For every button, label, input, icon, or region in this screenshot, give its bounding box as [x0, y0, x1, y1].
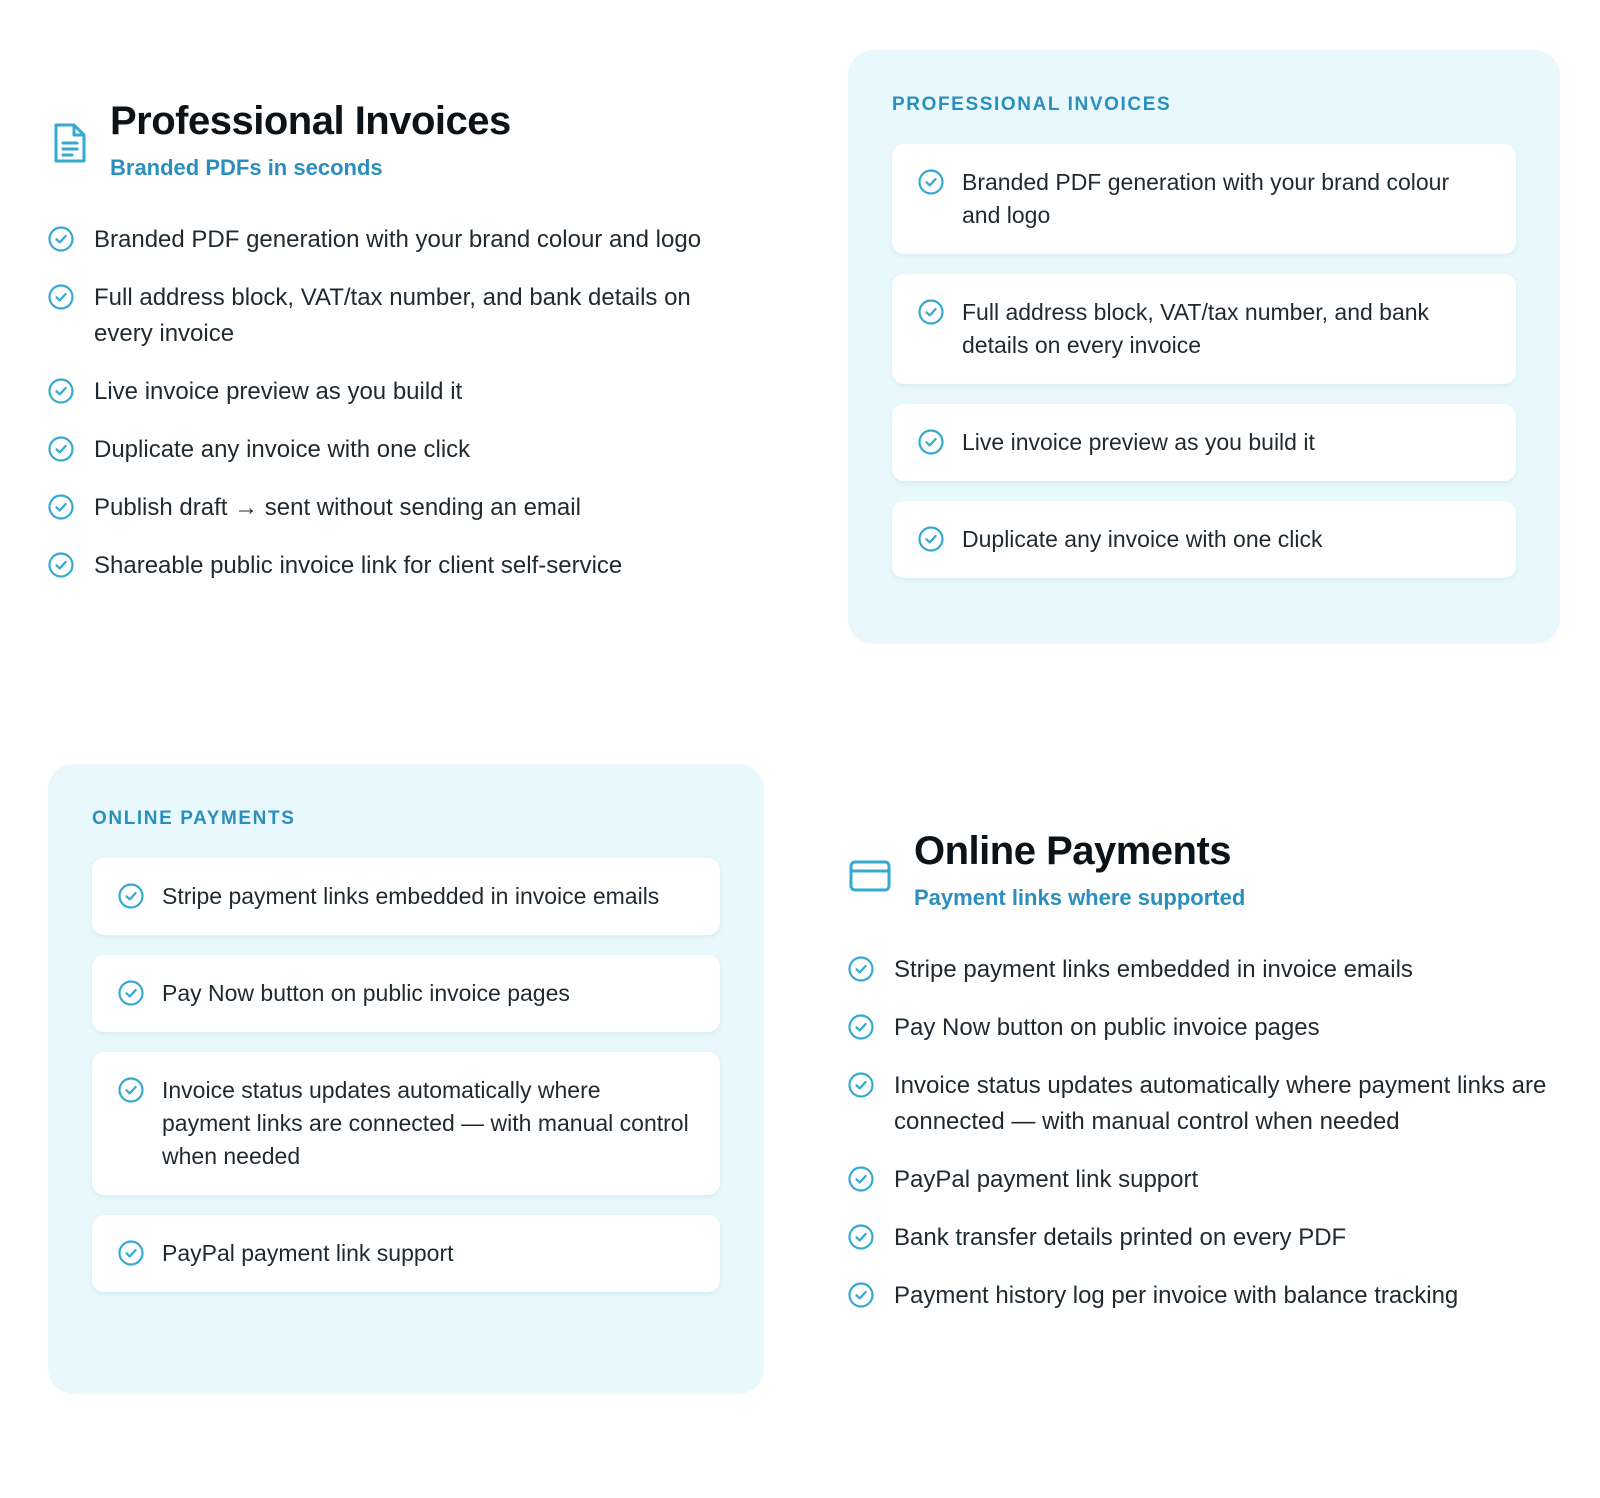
- invoices-feature-heading-group: [110, 98, 511, 182]
- list-item: [48, 280, 748, 352]
- feature-card: [92, 955, 720, 1032]
- invoices-feature-list: [48, 222, 748, 584]
- invoices-feature-subtitle: Branded PDFs in seconds: [110, 155, 383, 180]
- list-item-text: Payment history log per invoice with balance tracking: [894, 1282, 1459, 1309]
- check-circle-icon: [118, 980, 144, 1006]
- list-item-text: Duplicate any invoice with one click: [94, 436, 471, 463]
- list-item-text: Live invoice preview as you build it: [94, 378, 463, 405]
- check-circle-icon: [48, 436, 74, 462]
- check-circle-icon: [848, 1072, 874, 1098]
- list-item: [848, 1278, 1560, 1314]
- check-circle-icon: [848, 956, 874, 982]
- invoices-feature-title: Professional Invoices: [110, 99, 511, 143]
- check-circle-icon: [48, 284, 74, 310]
- payments-feature-title: Online Payments: [914, 829, 1232, 873]
- list-item-text: Full address block, VAT/tax number, and bank details on every invoice: [94, 284, 691, 347]
- check-circle-icon: [848, 1224, 874, 1250]
- list-item-text: Pay Now button on public invoice pages: [894, 1014, 1320, 1041]
- invoices-panel: [848, 50, 1560, 644]
- feature-card: [92, 858, 720, 935]
- check-circle-icon: [48, 552, 74, 578]
- feature-card: [92, 1215, 720, 1292]
- payments-feature-header: [848, 828, 1560, 912]
- feature-card: [892, 274, 1516, 384]
- list-item-text: Invoice status updates automatically where payment links are connected — with manual control when needed: [894, 1072, 1547, 1135]
- invoices-feature-header: [48, 98, 748, 182]
- list-item: [848, 952, 1560, 988]
- invoices-panel-label: PROFESSIONAL INVOICES: [892, 94, 1172, 115]
- payments-panel: [48, 764, 764, 1394]
- feature-card-text: PayPal payment link support: [162, 1240, 454, 1266]
- list-item-text: Bank transfer details printed on every PDF: [894, 1224, 1347, 1251]
- feature-card: [892, 501, 1516, 578]
- feature-card: [92, 1052, 720, 1195]
- list-item-text: PayPal payment link support: [894, 1166, 1199, 1193]
- feature-card-text: Full address block, VAT/tax number, and bank details on every invoice: [962, 299, 1430, 358]
- check-circle-icon: [918, 429, 944, 455]
- list-item-text: Branded PDF generation with your brand colour and logo: [94, 226, 702, 253]
- list-item: [48, 548, 748, 584]
- payments-feature-subtitle: Payment links where supported: [914, 885, 1246, 910]
- list-item: [48, 490, 748, 526]
- list-item: [848, 1220, 1560, 1256]
- check-circle-icon: [48, 378, 74, 404]
- check-circle-icon: [118, 1077, 144, 1103]
- check-circle-icon: [848, 1014, 874, 1040]
- check-circle-icon: [848, 1282, 874, 1308]
- list-item: [48, 222, 748, 258]
- feature-card-text: Invoice status updates automatically where payment links are connected — with manual control when needed: [162, 1077, 689, 1169]
- check-circle-icon: [918, 526, 944, 552]
- payments-feature-heading-group: [914, 828, 1245, 912]
- list-item: [48, 374, 748, 410]
- payments-feature: [848, 828, 1560, 1336]
- document-icon: [48, 118, 92, 168]
- check-circle-icon: [48, 226, 74, 252]
- list-item: [48, 432, 748, 468]
- list-item: [848, 1068, 1560, 1140]
- check-circle-icon: [118, 1240, 144, 1266]
- feature-card-text: Pay Now button on public invoice pages: [162, 980, 570, 1006]
- list-item-text: Stripe payment links embedded in invoice emails: [894, 956, 1413, 983]
- check-circle-icon: [848, 1166, 874, 1192]
- list-item-text: Publish draft → sent without sending an email: [94, 494, 581, 521]
- list-item: [848, 1010, 1560, 1046]
- list-item: [848, 1162, 1560, 1198]
- invoices-feature: [48, 98, 748, 606]
- feature-card-text: Stripe payment links embedded in invoice emails: [162, 883, 660, 909]
- payments-panel-label: ONLINE PAYMENTS: [92, 808, 296, 829]
- check-circle-icon: [118, 883, 144, 909]
- feature-card-text: Branded PDF generation with your brand colour and logo: [962, 169, 1450, 228]
- feature-card: [892, 404, 1516, 481]
- feature-card-text: Duplicate any invoice with one click: [962, 526, 1323, 552]
- feature-card-text: Live invoice preview as you build it: [962, 429, 1315, 455]
- credit-card-icon: [848, 856, 892, 896]
- check-circle-icon: [48, 494, 74, 520]
- list-item-text: Shareable public invoice link for client self-service: [94, 552, 623, 579]
- payments-feature-list: [848, 952, 1560, 1314]
- check-circle-icon: [918, 299, 944, 325]
- feature-card: [892, 144, 1516, 254]
- check-circle-icon: [918, 169, 944, 195]
